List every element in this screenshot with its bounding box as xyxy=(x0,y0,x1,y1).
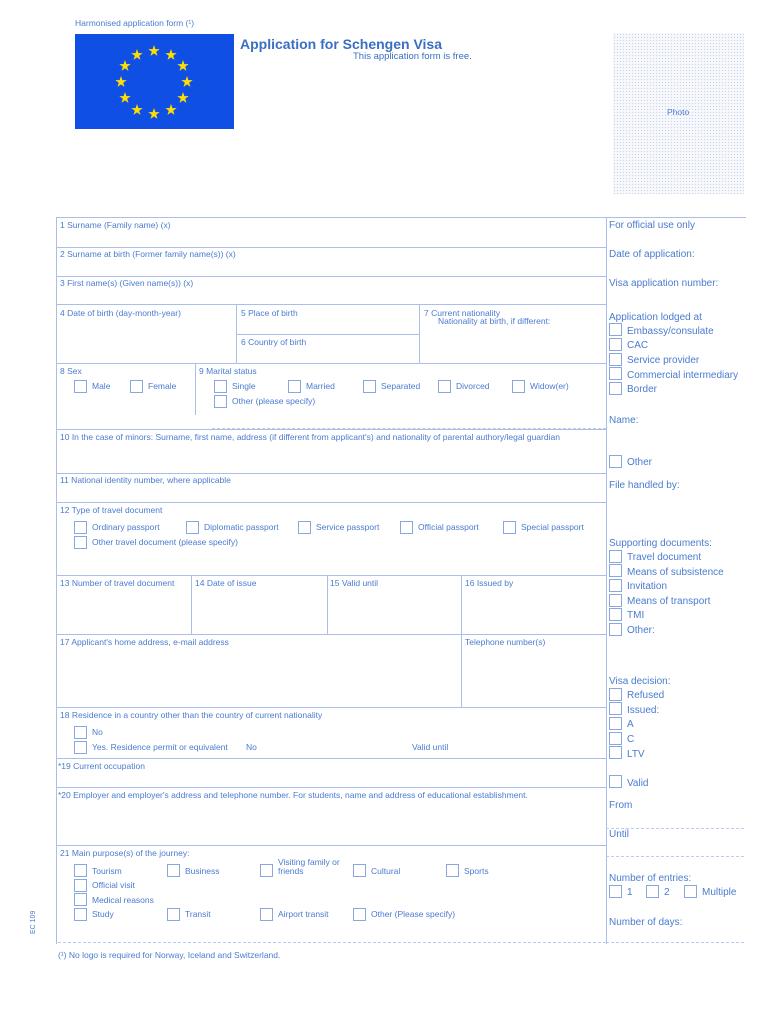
residence-no-checkbox[interactable] xyxy=(74,726,87,739)
decision-c-checkbox[interactable] xyxy=(609,732,622,745)
sex-female-label: Female xyxy=(148,381,177,391)
official-name-label: Name: xyxy=(609,415,639,426)
field-7-current-nationality: 7 Current nationality xyxy=(424,308,501,318)
purpose-medical-checkbox[interactable] xyxy=(74,893,87,906)
decision-valid-checkbox[interactable] xyxy=(609,775,622,788)
lodged-embassy-label: Embassy/consulate xyxy=(627,326,714,337)
field-7-nationality-at-birth: Nationality at birth, if different: xyxy=(438,316,551,326)
purpose-official-label: Official visit xyxy=(92,880,135,890)
decision-issued-checkbox[interactable] xyxy=(609,702,622,715)
field-10-minors: 10 In the case of minors: Surname, first name, address (if different from applicant's) and nationality of parental authory/legal guardian xyxy=(60,432,560,442)
diplomatic-passport-checkbox[interactable] xyxy=(186,521,199,534)
sex-male-checkbox[interactable] xyxy=(74,380,87,393)
purpose-study-checkbox[interactable] xyxy=(74,908,87,921)
field-4-date-of-birth: 4 Date of birth (day-month-year) xyxy=(60,308,181,318)
official-use-heading: For official use only xyxy=(609,220,695,231)
official-date-of-application: Date of application: xyxy=(609,249,695,260)
marital-separated-label: Separated xyxy=(381,381,421,391)
decision-issued-label: Issued: xyxy=(627,705,660,716)
field-16-issued-by: 16 Issued by xyxy=(465,578,514,588)
form-subtitle: This application form is free. xyxy=(353,51,472,62)
decision-refused-checkbox[interactable] xyxy=(609,688,622,701)
support-tmi-checkbox[interactable] xyxy=(609,608,622,621)
official-visa-decision: Visa decision: xyxy=(609,676,671,687)
field-12-travel-document-type: 12 Type of travel document xyxy=(60,505,163,515)
special-passport-checkbox[interactable] xyxy=(503,521,516,534)
footer-note: (¹) No logo is required for Norway, Iceland and Switzerland. xyxy=(58,950,281,960)
decision-a-label: A xyxy=(627,719,634,730)
purpose-cultural-checkbox[interactable] xyxy=(353,864,366,877)
marital-other-label: Other (please specify) xyxy=(232,396,316,406)
marital-married-label: Married xyxy=(306,381,335,391)
sex-male-label: Male xyxy=(92,381,111,391)
marital-other-checkbox[interactable] xyxy=(214,395,227,408)
decision-ltv-label: LTV xyxy=(627,749,645,760)
lodged-commercial-checkbox[interactable] xyxy=(609,367,622,380)
purpose-study-label: Study xyxy=(92,909,114,919)
purpose-visiting-label-1: Visiting family or xyxy=(278,857,340,867)
official-from-label: From xyxy=(609,800,633,811)
official-number-of-entries: Number of entries: xyxy=(609,873,692,884)
marital-widow-checkbox[interactable] xyxy=(512,380,525,393)
other-travel-document-checkbox[interactable] xyxy=(74,536,87,549)
field-11-national-id: 11 National identity number, where applicable xyxy=(60,475,231,485)
field-18-residence: 18 Residence in a country other than the country of current nationality xyxy=(60,710,323,720)
residence-permit-no-label: No xyxy=(246,742,257,752)
purpose-business-checkbox[interactable] xyxy=(167,864,180,877)
purpose-official-checkbox[interactable] xyxy=(74,879,87,892)
service-passport-checkbox[interactable] xyxy=(298,521,311,534)
field-17-telephone: Telephone number(s) xyxy=(465,637,546,647)
marital-separated-checkbox[interactable] xyxy=(363,380,376,393)
purpose-airport-transit-checkbox[interactable] xyxy=(260,908,273,921)
field-14-date-of-issue: 14 Date of issue xyxy=(195,578,257,588)
residence-yes-label: Yes. Residence permit or equivalent xyxy=(92,742,228,752)
official-file-handled-by: File handled by: xyxy=(609,480,680,491)
support-travel-document-label: Travel document xyxy=(627,552,702,563)
entries-2-label: 2 xyxy=(664,887,670,898)
official-until-label: Until xyxy=(609,829,630,840)
diplomatic-passport-label: Diplomatic passport xyxy=(204,522,279,532)
official-visa-number: Visa application number: xyxy=(609,278,719,289)
purpose-transit-label: Transit xyxy=(185,909,211,919)
residence-valid-until-label: Valid until xyxy=(412,742,449,752)
entries-1-label: 1 xyxy=(627,887,633,898)
marital-divorced-label: Divorced xyxy=(456,381,490,391)
lodged-border-label: Border xyxy=(627,384,658,395)
entries-multiple-checkbox[interactable] xyxy=(684,885,697,898)
form-title: Application for Schengen Visa xyxy=(240,36,443,52)
marital-single-checkbox[interactable] xyxy=(214,380,227,393)
purpose-other-label: Other (Please specify) xyxy=(371,909,456,919)
sex-female-checkbox[interactable] xyxy=(130,380,143,393)
support-travel-document-checkbox[interactable] xyxy=(609,550,622,563)
marital-married-checkbox[interactable] xyxy=(288,380,301,393)
purpose-visiting-checkbox[interactable] xyxy=(260,864,273,877)
photo-label: Photo xyxy=(667,107,690,117)
lodged-other-label: Other xyxy=(627,457,653,468)
purpose-sports-label: Sports xyxy=(464,866,489,876)
lodged-other-checkbox[interactable] xyxy=(609,455,622,468)
field-3-first-names: 3 First name(s) (Given name(s)) (x) xyxy=(60,278,194,288)
purpose-medical-label: Medical reasons xyxy=(92,895,154,905)
support-subsistence-label: Means of subsistence xyxy=(627,567,724,578)
official-lodged-at: Application lodged at xyxy=(609,312,702,323)
field-6-country-of-birth: 6 Country of birth xyxy=(241,337,307,347)
purpose-cultural-label: Cultural xyxy=(371,866,401,876)
eu-flag-logo xyxy=(75,34,234,129)
support-invitation-label: Invitation xyxy=(627,581,668,592)
field-19-occupation: *19 Current occupation xyxy=(58,761,145,771)
service-passport-label: Service passport xyxy=(316,522,380,532)
decision-valid-label: Valid xyxy=(627,778,649,789)
purpose-business-label: Business xyxy=(185,866,220,876)
official-supporting-documents: Supporting documents: xyxy=(609,538,712,549)
field-5-place-of-birth: 5 Place of birth xyxy=(241,308,298,318)
other-travel-document-label: Other travel document (please specify) xyxy=(92,537,238,547)
residence-yes-checkbox[interactable] xyxy=(74,741,87,754)
field-9-marital-status: 9 Marital status xyxy=(199,366,257,376)
field-17-home-address: 17 Applicant's home address, e-mail address xyxy=(60,637,229,647)
special-passport-label: Special passport xyxy=(521,522,584,532)
decision-ltv-checkbox[interactable] xyxy=(609,746,622,759)
entries-multiple-label: Multiple xyxy=(702,887,737,898)
marital-single-label: Single xyxy=(232,381,256,391)
marital-divorced-checkbox[interactable] xyxy=(438,380,451,393)
purpose-tourism-checkbox[interactable] xyxy=(74,864,87,877)
lodged-cac-checkbox[interactable] xyxy=(609,338,622,351)
field-21-purpose: 21 Main purpose(s) of the journey: xyxy=(60,848,190,858)
entries-2-checkbox[interactable] xyxy=(646,885,659,898)
lodged-border-checkbox[interactable] xyxy=(609,382,622,395)
field-20-employer: *20 Employer and employer's address and telephone number. For students, name and address of educational establishment. xyxy=(58,790,528,800)
field-15-valid-until: 15 Valid until xyxy=(330,578,379,588)
residence-no-label: No xyxy=(92,727,103,737)
field-13-document-number: 13 Number of travel document xyxy=(60,578,175,588)
field-8-sex: 8 Sex xyxy=(60,366,82,376)
decision-c-label: C xyxy=(627,734,635,745)
support-tmi-label: TMI xyxy=(627,610,645,621)
purpose-sports-checkbox[interactable] xyxy=(446,864,459,877)
support-transport-label: Means of transport xyxy=(627,596,711,607)
purpose-airport-transit-label: Airport transit xyxy=(278,909,329,919)
lodged-service-provider-label: Service provider xyxy=(627,355,700,366)
marital-widow-label: Widow(er) xyxy=(530,381,569,391)
decision-a-checkbox[interactable] xyxy=(609,717,622,730)
eu-stars-icon xyxy=(75,34,234,129)
entries-1-checkbox[interactable] xyxy=(609,885,622,898)
support-invitation-checkbox[interactable] xyxy=(609,579,622,592)
support-subsistence-checkbox[interactable] xyxy=(609,564,622,577)
ordinary-passport-checkbox[interactable] xyxy=(74,521,87,534)
lodged-embassy-checkbox[interactable] xyxy=(609,323,622,336)
support-other-label: Other: xyxy=(627,625,655,636)
field-2-surname-at-birth: 2 Surname at birth (Former family name(s)) (x) xyxy=(60,249,236,259)
official-number-of-days: Number of days: xyxy=(609,917,683,928)
harmonised-form-note: Harmonised application form (¹) xyxy=(75,18,195,28)
official-passport-label: Official passport xyxy=(418,522,479,532)
official-passport-checkbox[interactable] xyxy=(400,521,413,534)
ordinary-passport-label: Ordinary passport xyxy=(92,522,160,532)
purpose-visiting-label-2: friends xyxy=(278,866,304,876)
lodged-commercial-label: Commercial intermediary xyxy=(627,370,739,381)
support-other-checkbox[interactable] xyxy=(609,623,622,636)
lodged-service-provider-checkbox[interactable] xyxy=(609,353,622,366)
purpose-other-checkbox[interactable] xyxy=(353,908,366,921)
form-code: EC 109 xyxy=(30,910,37,934)
lodged-cac-label: CAC xyxy=(627,340,649,351)
purpose-transit-checkbox[interactable] xyxy=(167,908,180,921)
field-1-surname: 1 Surname (Family name) (x) xyxy=(60,220,171,230)
support-transport-checkbox[interactable] xyxy=(609,594,622,607)
decision-refused-label: Refused xyxy=(627,690,665,701)
purpose-tourism-label: Tourism xyxy=(92,866,122,876)
